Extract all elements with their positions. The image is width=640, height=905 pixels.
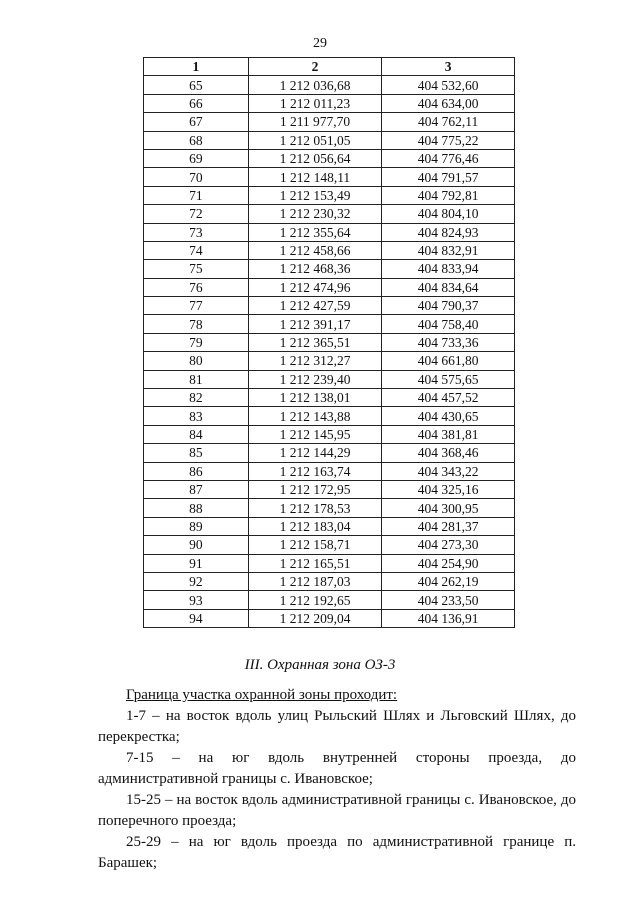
x-coordinate-cell: 1 212 458,66: [248, 241, 382, 259]
boundary-item: 1-7 – на восток вдоль улиц Рыльский Шлях и Льговский Шлях, до перекрестка;: [98, 708, 576, 745]
coordinates-table: [143, 57, 515, 628]
table-row: [144, 572, 515, 590]
column-header: 2: [248, 58, 382, 76]
x-coordinate-cell: 1 212 427,59: [248, 297, 382, 315]
x-coordinate-cell: 1 212 312,27: [248, 352, 382, 370]
y-coordinate-cell: 404 532,60: [382, 76, 515, 94]
table-row: [144, 241, 515, 259]
x-coordinate-cell: 1 212 468,36: [248, 260, 382, 278]
y-coordinate-cell: 404 457,52: [382, 389, 515, 407]
table-row: [144, 425, 515, 443]
table-row: [144, 407, 515, 425]
y-coordinate-cell: 404 791,57: [382, 168, 515, 186]
table-row: [144, 536, 515, 554]
y-coordinate-cell: 404 281,37: [382, 517, 515, 535]
y-coordinate-cell: 404 262,19: [382, 572, 515, 590]
y-coordinate-cell: 404 762,11: [382, 113, 515, 131]
x-coordinate-cell: 1 212 192,65: [248, 591, 382, 609]
y-coordinate-cell: 404 233,50: [382, 591, 515, 609]
x-coordinate-cell: 1 212 138,01: [248, 389, 382, 407]
point-number-cell: 88: [144, 499, 249, 517]
y-coordinate-cell: 404 792,81: [382, 186, 515, 204]
column-header: 3: [382, 58, 515, 76]
x-coordinate-cell: 1 212 230,32: [248, 205, 382, 223]
x-coordinate-cell: 1 212 158,71: [248, 536, 382, 554]
x-coordinate-cell: 1 212 036,68: [248, 76, 382, 94]
point-number-cell: 77: [144, 297, 249, 315]
x-coordinate-cell: 1 212 209,04: [248, 609, 382, 627]
page-number: 29: [313, 36, 327, 51]
point-number-cell: 90: [144, 536, 249, 554]
y-coordinate-cell: 404 575,65: [382, 370, 515, 388]
y-coordinate-cell: 404 833,94: [382, 260, 515, 278]
intro-text: Граница участка охранной зоны проходит:: [126, 687, 398, 703]
boundary-item: 7-15 – на юг вдоль внутренней стороны проезда, до административной границы с. Ивановское;: [98, 750, 576, 787]
table-row: [144, 333, 515, 351]
table-row: [144, 444, 515, 462]
y-coordinate-cell: 404 790,37: [382, 297, 515, 315]
point-number-cell: 76: [144, 278, 249, 296]
point-number-cell: 78: [144, 315, 249, 333]
table-row: [144, 554, 515, 572]
table-row: [144, 352, 515, 370]
point-number-cell: 72: [144, 205, 249, 223]
y-coordinate-cell: 404 136,91: [382, 609, 515, 627]
point-number-cell: 73: [144, 223, 249, 241]
table-row: [144, 499, 515, 517]
y-coordinate-cell: 404 834,64: [382, 278, 515, 296]
point-number-cell: 84: [144, 425, 249, 443]
point-number-cell: 70: [144, 168, 249, 186]
x-coordinate-cell: 1 212 165,51: [248, 554, 382, 572]
y-coordinate-cell: 404 661,80: [382, 352, 515, 370]
table-row: [144, 389, 515, 407]
y-coordinate-cell: 404 381,81: [382, 425, 515, 443]
table-row: [144, 591, 515, 609]
table-row: [144, 370, 515, 388]
point-number-cell: 79: [144, 333, 249, 351]
y-coordinate-cell: 404 343,22: [382, 462, 515, 480]
x-coordinate-cell: 1 212 172,95: [248, 480, 382, 498]
x-coordinate-cell: 1 212 163,74: [248, 462, 382, 480]
point-number-cell: 65: [144, 76, 249, 94]
table-row: [144, 462, 515, 480]
boundary-item: 15-25 – на восток вдоль административной границы с. Ивановское, до поперечного проезда;: [98, 792, 576, 829]
point-number-cell: 81: [144, 370, 249, 388]
x-coordinate-cell: 1 212 056,64: [248, 149, 382, 167]
table-row: [144, 278, 515, 296]
x-coordinate-cell: 1 212 239,40: [248, 370, 382, 388]
y-coordinate-cell: 404 758,40: [382, 315, 515, 333]
y-coordinate-cell: 404 775,22: [382, 131, 515, 149]
point-number-cell: 68: [144, 131, 249, 149]
x-coordinate-cell: 1 212 474,96: [248, 278, 382, 296]
point-number-cell: 93: [144, 591, 249, 609]
y-coordinate-cell: 404 430,65: [382, 407, 515, 425]
x-coordinate-cell: 1 212 051,05: [248, 131, 382, 149]
x-coordinate-cell: 1 212 391,17: [248, 315, 382, 333]
boundary-item: 25-29 – на юг вдоль проезда по административной границе п. Барашек;: [98, 834, 576, 871]
x-coordinate-cell: 1 212 153,49: [248, 186, 382, 204]
point-number-cell: 89: [144, 517, 249, 535]
y-coordinate-cell: 404 254,90: [382, 554, 515, 572]
table-row: [144, 315, 515, 333]
point-number-cell: 85: [144, 444, 249, 462]
point-number-cell: 67: [144, 113, 249, 131]
x-coordinate-cell: 1 211 977,70: [248, 113, 382, 131]
y-coordinate-cell: 404 634,00: [382, 94, 515, 112]
table-row: [144, 168, 515, 186]
point-number-cell: 92: [144, 572, 249, 590]
point-number-cell: 71: [144, 186, 249, 204]
table-row: [144, 517, 515, 535]
point-number-cell: 83: [144, 407, 249, 425]
table-row: [144, 149, 515, 167]
y-coordinate-cell: 404 300,95: [382, 499, 515, 517]
column-header: 1: [144, 58, 249, 76]
point-number-cell: 74: [144, 241, 249, 259]
table-row: [144, 297, 515, 315]
x-coordinate-cell: 1 212 365,51: [248, 333, 382, 351]
table-body: [144, 76, 515, 628]
point-number-cell: 86: [144, 462, 249, 480]
point-number-cell: 91: [144, 554, 249, 572]
x-coordinate-cell: 1 212 178,53: [248, 499, 382, 517]
x-coordinate-cell: 1 212 143,88: [248, 407, 382, 425]
x-coordinate-cell: 1 212 148,11: [248, 168, 382, 186]
point-number-cell: 87: [144, 480, 249, 498]
y-coordinate-cell: 404 776,46: [382, 149, 515, 167]
table-row: [144, 480, 515, 498]
table-row: [144, 260, 515, 278]
point-number-cell: 82: [144, 389, 249, 407]
point-number-cell: 69: [144, 149, 249, 167]
x-coordinate-cell: 1 212 145,95: [248, 425, 382, 443]
table-header-row: [144, 58, 515, 76]
y-coordinate-cell: 404 325,16: [382, 480, 515, 498]
y-coordinate-cell: 404 824,93: [382, 223, 515, 241]
y-coordinate-cell: 404 273,30: [382, 536, 515, 554]
table-row: [144, 94, 515, 112]
x-coordinate-cell: 1 212 355,64: [248, 223, 382, 241]
x-coordinate-cell: 1 212 183,04: [248, 517, 382, 535]
point-number-cell: 80: [144, 352, 249, 370]
y-coordinate-cell: 404 832,91: [382, 241, 515, 259]
y-coordinate-cell: 404 733,36: [382, 333, 515, 351]
x-coordinate-cell: 1 212 187,03: [248, 572, 382, 590]
table-row: [144, 76, 515, 94]
y-coordinate-cell: 404 368,46: [382, 444, 515, 462]
x-coordinate-cell: 1 212 011,23: [248, 94, 382, 112]
point-number-cell: 75: [144, 260, 249, 278]
y-coordinate-cell: 404 804,10: [382, 205, 515, 223]
table-row: [144, 609, 515, 627]
point-number-cell: 66: [144, 94, 249, 112]
point-number-cell: 94: [144, 609, 249, 627]
table-row: [144, 223, 515, 241]
table-row: [144, 186, 515, 204]
table-row: [144, 205, 515, 223]
table-row: [144, 113, 515, 131]
section-title: III. Охранная зона ОЗ-3: [244, 657, 396, 673]
zone-description: [98, 685, 576, 874]
x-coordinate-cell: 1 212 144,29: [248, 444, 382, 462]
table-row: [144, 131, 515, 149]
